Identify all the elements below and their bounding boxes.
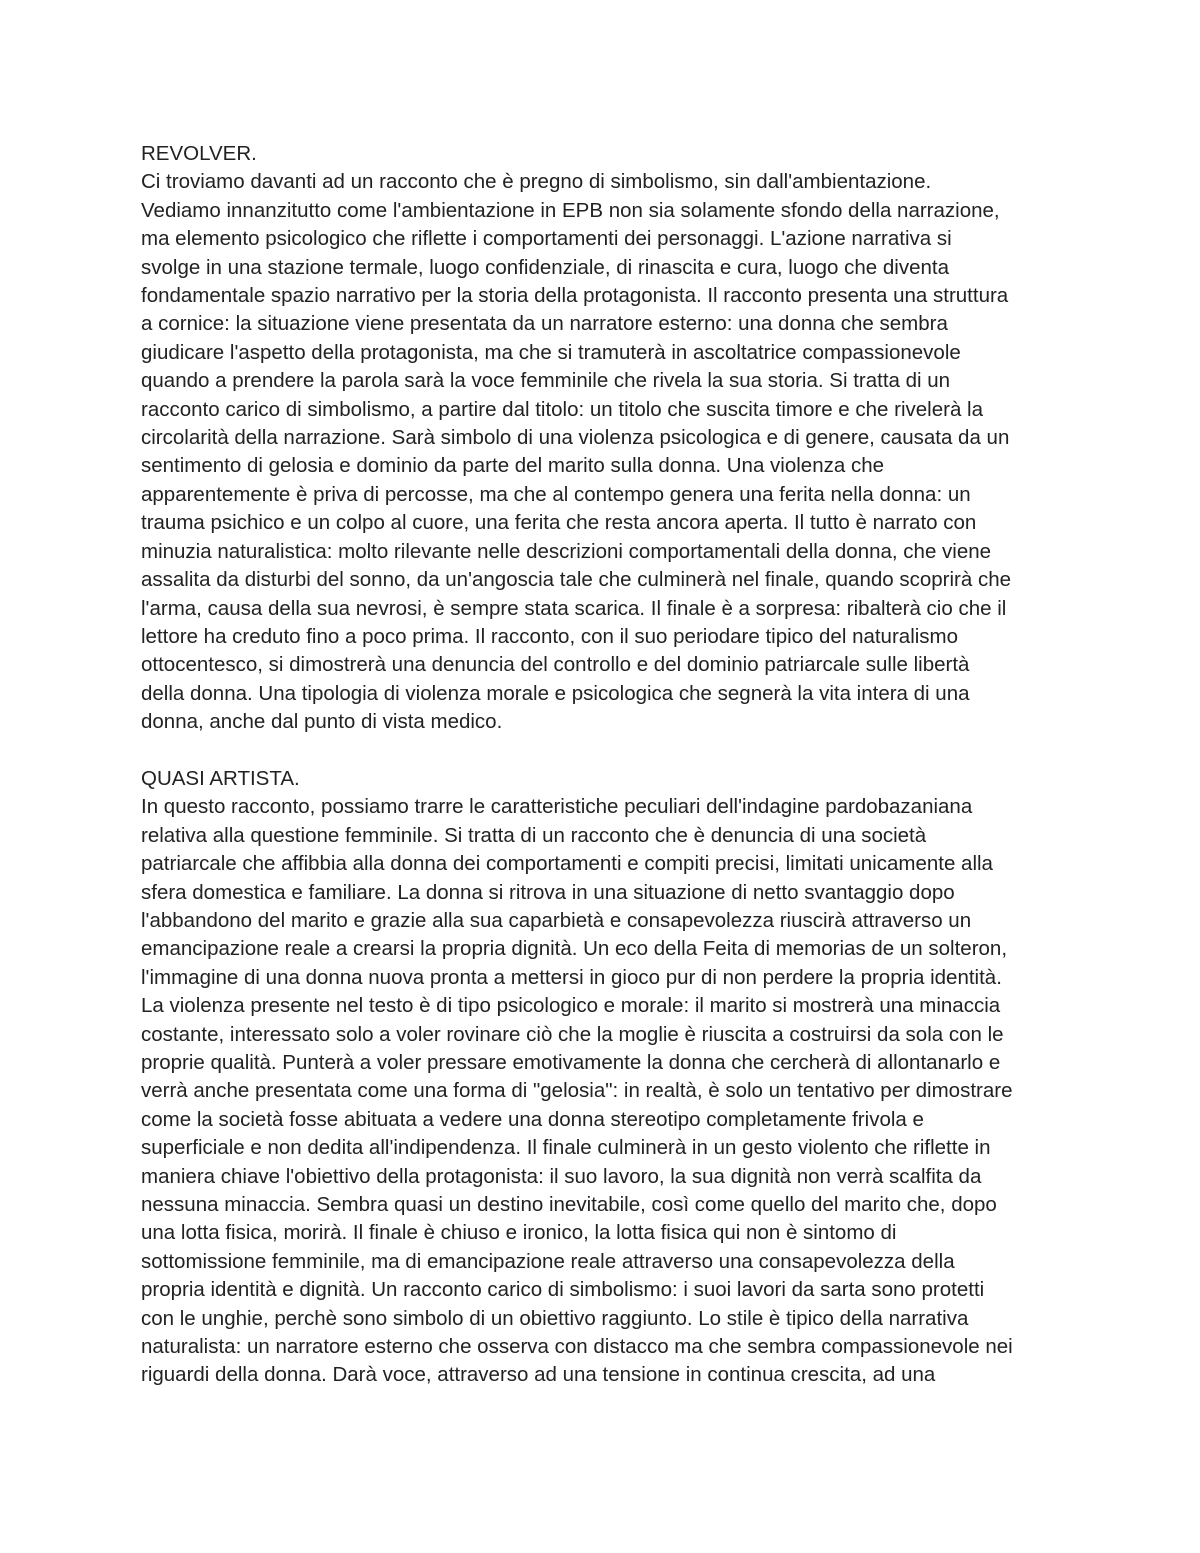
text-line: circolarità della narrazione. Sarà simbolo di una violenza psicologica e di genere, causata da un [141,426,1010,450]
text-line: fondamentale spazio narrativo per la storia della protagonista. Il racconto presenta una struttura [141,284,1009,308]
paragraph-gap [141,737,1071,765]
text-line: sfera domestica e familiare. La donna si ritrova in una situazione di netto svantaggio dopo [141,880,955,904]
text-line: sottomissione femminile, ma di emancipazione reale attraverso una consapevolezza della [141,1249,955,1273]
section-body [141,168,1071,736]
section-body [141,793,1071,1390]
section-title: QUASI ARTISTA. [141,766,300,790]
text-line: l'immagine di una donna nuova pronta a mettersi in gioco pur di non perdere la propria identità. [141,965,1002,989]
text-line: riguardi della donna. Darà voce, attraverso ad una tensione in continua crescita, ad una [141,1363,936,1387]
text-line: quando a prendere la parola sarà la voce femminile che rivela la sua storia. Si tratta di un [141,369,951,393]
text-line: racconto carico di simbolismo, a partire dal titolo: un titolo che suscita timore e che rivelerà la [141,397,984,421]
text-line: come la società fosse abituata a vedere una donna stereotipo completamente frivola e [141,1107,924,1131]
text-line: minuzia naturalistica: molto rilevante nelle descrizioni comportamentali della donna, che viene [141,539,992,563]
section-quasi-artista [141,765,1071,1390]
text-line: assalita da disturbi del sonno, da un'angoscia tale che culminerà nel finale, quando scoprirà che [141,568,1012,592]
text-line: trauma psichico e un colpo al cuore, una ferita che resta ancora aperta. Il tutto è narrato con [141,511,977,535]
text-line: superficiale e non dedita all'indipendenza. Il finale culminerà in un gesto violento che riflette in [141,1136,991,1160]
text-line: Ci troviamo davanti ad un racconto che è pregno di simbolismo, sin dall'ambientazione. [141,170,932,194]
text-line: verrà anche presentata come una forma di "gelosia": in realtà, è solo un tentativo per dimostrare [141,1079,1013,1103]
text-line: sentimento di gelosia e dominio da parte del marito sulla donna. Una violenza che [141,454,885,478]
text-line: una lotta fisica, morirà. Il finale è chiuso e ironico, la lotta fisica qui non è sintomo di [141,1221,897,1245]
text-line: costante, interessato solo a voler rovinare ciò che la moglie è riuscita a costruirsi da sola con le [141,1022,1004,1046]
text-line: della donna. Una tipologia di violenza morale e psicologica che segnerà la vita intera di una [141,681,970,705]
text-line: a cornice: la situazione viene presentata da un narratore esterno: una donna che sembra [141,312,948,336]
text-line: nessuna minaccia. Sembra quasi un destino inevitabile, così come quello del marito che, dopo [141,1193,997,1217]
text-line: emancipazione reale a crearsi la propria dignità. Un eco della Feita di memorias de un solteron, [141,937,1008,961]
text-line: l'arma, causa della sua nevrosi, è sempre stata scarica. Il finale è a sorpresa: ribalterà cio che il [141,596,1007,620]
text-line: lettore ha creduto fino a poco prima. Il racconto, con il suo periodare tipico del naturalismo [141,624,959,648]
text-line: donna, anche dal punto di vista medico. [141,710,503,734]
text-line: naturalista: un narratore esterno che osserva con distacco ma che sembra compassionevole nei [141,1335,1013,1359]
text-line: maniera chiave l'obiettivo della protagonista: il suo lavoro, la sua dignità non verrà scalfita da [141,1164,982,1188]
text-line: l'abbandono del marito e grazie alla sua caparbietà e consapevolezza riuscirà attraverso un [141,908,972,932]
text-line: svolge in una stazione termale, luogo confidenziale, di rinascita e cura, luogo che diventa [141,255,949,279]
text-line: propria identità e dignità. Un racconto carico di simbolismo: i suoi lavori da sarta sono protetti [141,1278,985,1302]
text-line: Vediamo innanzitutto come l'ambientazione in EPB non sia solamente sfondo della narrazione, [141,198,1000,222]
text-line: ma elemento psicologico che riflette i comportamenti dei personaggi. L'azione narrativa si [141,227,952,251]
text-line: proprie qualità. Punterà a voler pressare emotivamente la donna che cercherà di allontanarlo e [141,1050,1001,1074]
text-line: con le unghie, perchè sono simbolo di un obiettivo raggiunto. Lo stile è tipico della narrativa [141,1306,969,1330]
section-revolver [141,140,1071,737]
document-page [141,140,1071,1390]
text-line: relativa alla questione femminile. Si tratta di un racconto che è denuncia di una società [141,823,927,847]
text-line: apparentemente è priva di percosse, ma che al contempo genera una ferita nella donna: un [141,482,971,506]
text-line: giudicare l'aspetto della protagonista, ma che si tramuterà in ascoltatrice compassionevole [141,340,961,364]
text-line: In questo racconto, possiamo trarre le caratteristiche peculiari dell'indagine pardobazaniana [141,795,973,819]
text-line: ottocentesco, si dimostrerà una denuncia del controllo e del dominio patriarcale sulle libertà [141,653,970,677]
text-line: patriarcale che affibbia alla donna dei comportamenti e compiti precisi, limitati unicamente alla [141,852,993,876]
text-line: La violenza presente nel testo è di tipo psicologico e morale: il marito si mostrerà una minaccia [141,994,1001,1018]
section-title: REVOLVER. [141,142,257,165]
